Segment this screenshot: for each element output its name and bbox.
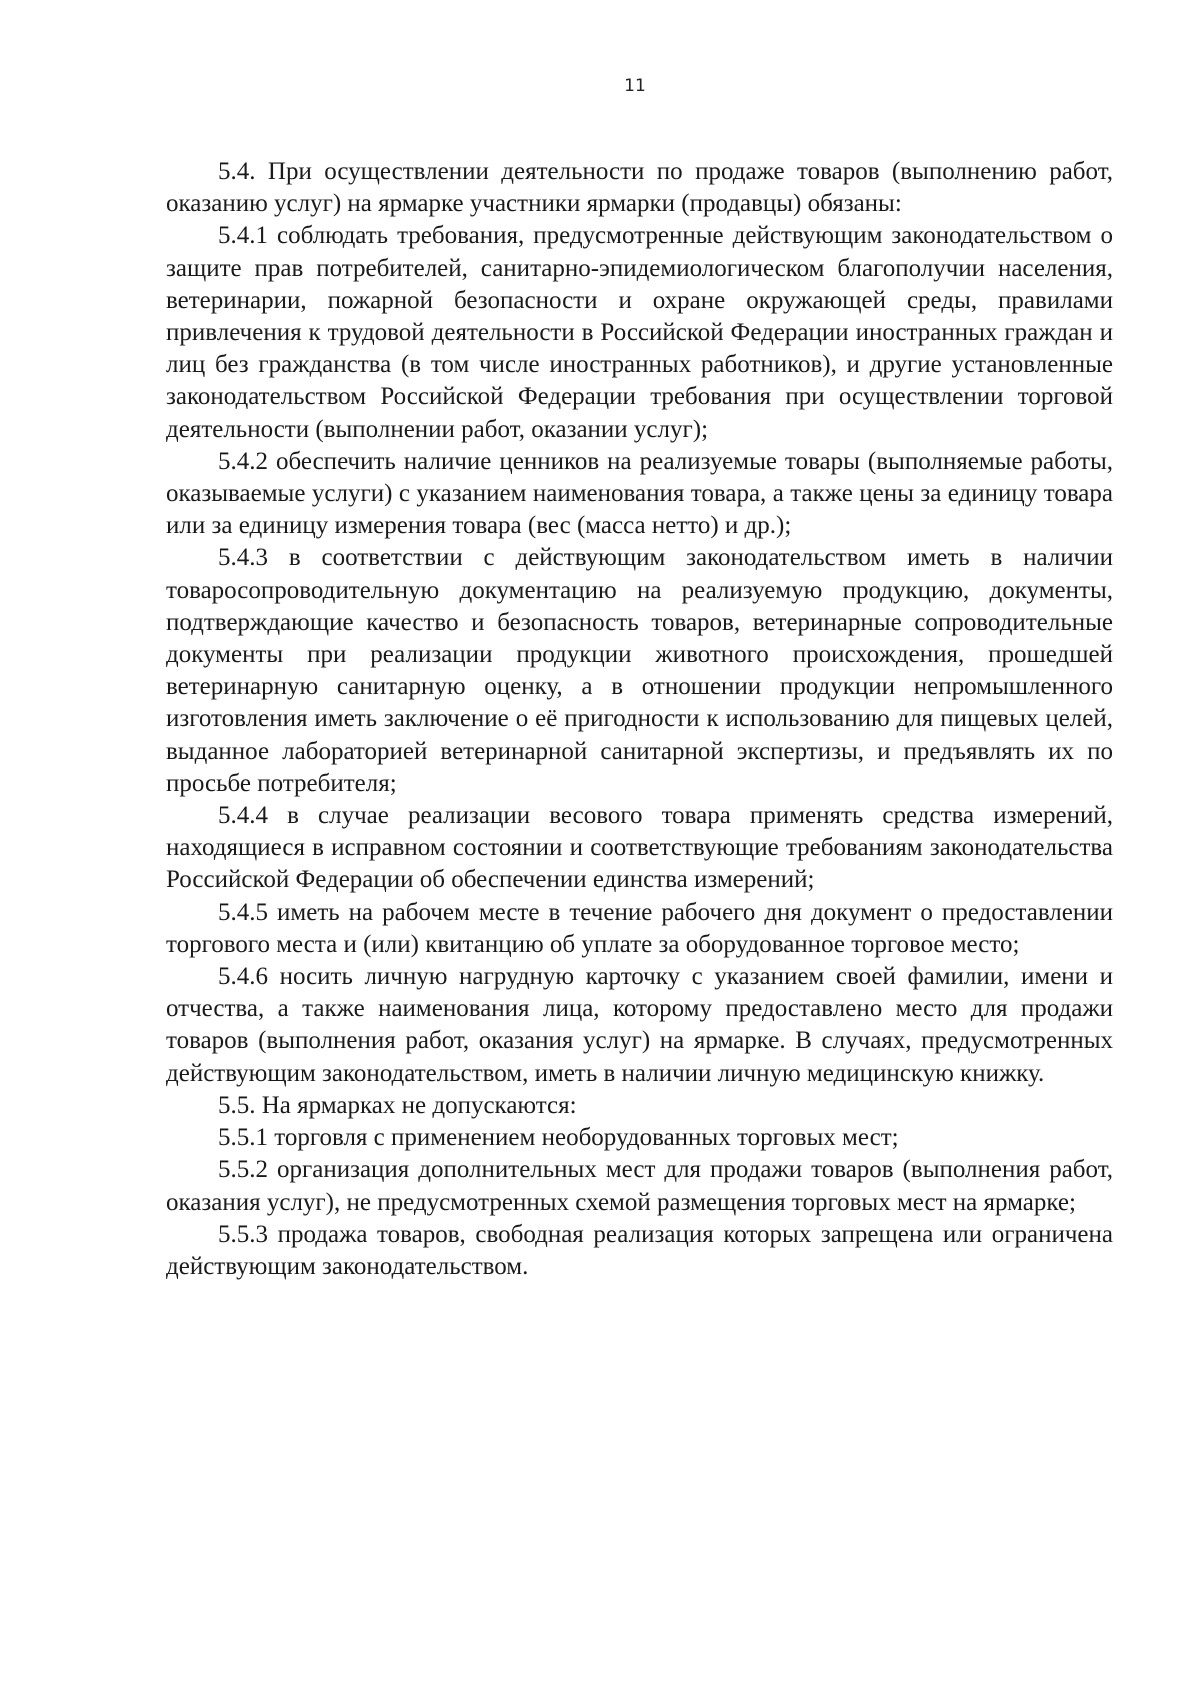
document-body xyxy=(166,156,1113,1283)
paragraph-5-4: 5.4. При осуществлении деятельности по продаже товаров (выполнению работ, оказанию услуг) на ярмарке участники ярмарки (продавцы) обязаны: xyxy=(166,158,1113,218)
paragraph-5-4-3: 5.4.3 в соответствии с действующим законодательством иметь в наличии товаросопроводительную документацию на реализуемую продукцию, документы, подтверждающие качество и безопасность товаров, ветеринарные сопроводительные документы при реализации продукции животного происхождения, прошедшей ветеринарную санитарную оценку, а в отношении продукции непромышленного изготовления иметь заключение о её пригодности к использованию для пищевых целей, выданное лабораторией ветеринарной санитарной экспертизы, и предъявлять их по просьбе потребителя; xyxy=(166,544,1113,797)
paragraph-5-5-2: 5.5.2 организация дополнительных мест для продажи товаров (выполнения работ, оказания услуг), не предусмотренных схемой размещения торговых мест на ярмарке; xyxy=(166,1156,1113,1216)
paragraph-5-5-1: 5.5.1 торговля с применением необорудованных торговых мест; xyxy=(218,1124,899,1152)
paragraph-5-5-3: 5.5.3 продажа товаров, свободная реализация которых запрещена или ограничена действующим законодательством. xyxy=(166,1220,1113,1280)
paragraph-5-4-6: 5.4.6 носить личную нагрудную карточку с указанием своей фамилии, имени и отчества, а также наименования лица, которому предоставлено место для продажи товаров (выполнения работ, оказания услуг) на ярмарке. В случаях, предусмотренных действующим законодательством, иметь в наличии личную медицинскую книжку. xyxy=(166,963,1113,1087)
paragraph-5-4-4: 5.4.4 в случае реализации весового товара применять средства измерений, находящиеся в исправном состоянии и соответствующие требованиям законодательства Российской Федерации об обеспечении единства измерений; xyxy=(166,802,1113,894)
paragraph-5-5: 5.5. На ярмарках не допускаются: xyxy=(218,1091,577,1119)
page-number: 11 xyxy=(624,76,646,96)
paragraph-5-4-2: 5.4.2 обеспечить наличие ценников на реализуемые товары (выполняемые работы, оказываемые услуги) с указанием наименования товара, а также цены за единицу товара или за единицу измерения товара (вес (масса нетто) и др.); xyxy=(166,447,1113,540)
paragraph-5-4-5: 5.4.5 иметь на рабочем месте в течение рабочего дня документ о предоставлении торгового места и (или) квитанцию об уплате за оборудованное торговое место; xyxy=(166,898,1113,958)
paragraph-5-4-1: 5.4.1 соблюдать требования, предусмотренные действующим законодательством о защите прав потребителей, санитарно-эпидемиологическом благополучии населения, ветеринарии, пожарной безопасности и охране окружающей среды, правилами привлечения к трудовой деятельности в Российской Федерации иностранных граждан и лиц без гражданства (в том числе иностранных работников), и другие установленные законодательством Российской Федерации требования при осуществлении торговой деятельности (выполнении работ, оказании услуг); xyxy=(166,222,1113,443)
